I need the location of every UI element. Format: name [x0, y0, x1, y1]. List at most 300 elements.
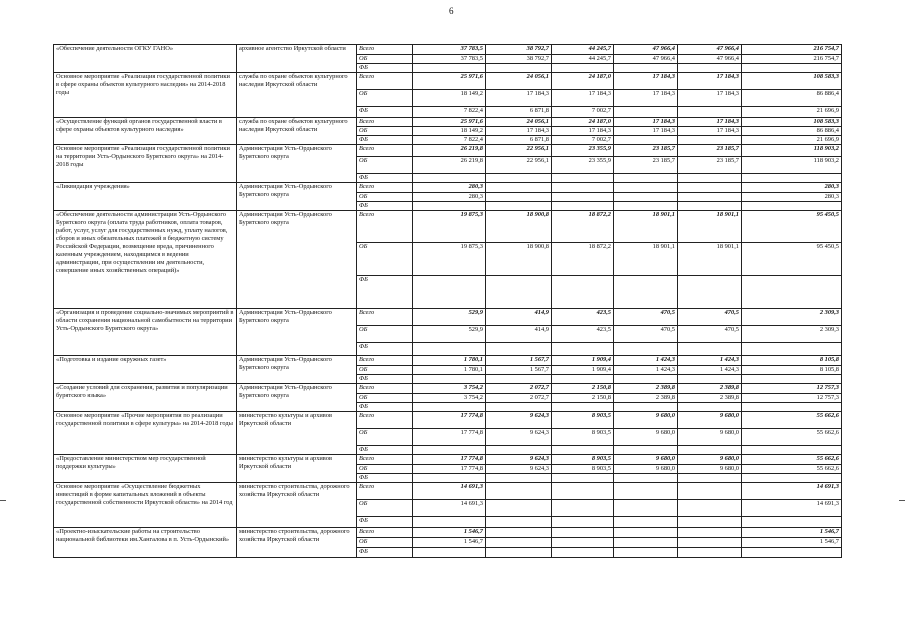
activity-name-cell: «Предоставление министерством мер государственной поддержки культуры»: [54, 455, 237, 483]
year-amount-cell: 1 567,7: [486, 366, 552, 375]
year-amount-cell: [486, 403, 552, 412]
total-amount-cell: 280,3: [742, 193, 842, 202]
year-amount-cell: 23 355,9: [552, 145, 614, 157]
table-row: [54, 309, 842, 326]
year-amount-cell: [678, 483, 742, 500]
funding-source-cell: Всего: [357, 73, 413, 90]
funding-source-cell: Всего: [357, 412, 413, 429]
year-amount-cell: [614, 538, 678, 548]
year-amount-cell: 1 546,7: [413, 528, 486, 538]
funding-source-cell: ОБ: [357, 90, 413, 107]
year-amount-cell: 9 680,0: [678, 412, 742, 429]
total-amount-cell: 12 757,3: [742, 394, 842, 403]
year-amount-cell: 17 184,3: [678, 90, 742, 107]
total-amount-cell: 2 309,3: [742, 326, 842, 343]
year-amount-cell: 47 966,4: [678, 55, 742, 64]
year-amount-cell: [678, 548, 742, 558]
year-amount-cell: 7 002,7: [552, 136, 614, 145]
total-amount-cell: 95 450,5: [742, 243, 842, 276]
activity-name-cell: Основное мероприятие «Реализация государственной политики в сфере охраны объектов культурного наследия» на 2014-2018 годы: [54, 73, 237, 118]
year-amount-cell: [614, 548, 678, 558]
year-amount-cell: 17 184,3: [486, 90, 552, 107]
year-amount-cell: [413, 64, 486, 73]
funding-source-cell: ОБ: [357, 193, 413, 202]
year-amount-cell: 18 901,1: [678, 243, 742, 276]
year-amount-cell: [413, 343, 486, 356]
funding-source-cell: Всего: [357, 356, 413, 366]
year-amount-cell: 18 900,8: [486, 243, 552, 276]
responsible-executor-cell: министерство культуры и архивов Иркутской области: [237, 412, 357, 455]
total-amount-cell: 118 903,2: [742, 157, 842, 174]
year-amount-cell: 25 971,6: [413, 73, 486, 90]
year-amount-cell: [614, 64, 678, 73]
year-amount-cell: [678, 136, 742, 145]
total-amount-cell: 8 105,8: [742, 356, 842, 366]
year-amount-cell: [552, 474, 614, 483]
funding-source-cell: ОБ: [357, 157, 413, 174]
year-amount-cell: [678, 107, 742, 118]
year-amount-cell: [486, 528, 552, 538]
year-amount-cell: [552, 343, 614, 356]
total-amount-cell: 216 754,7: [742, 45, 842, 55]
total-amount-cell: 108 583,3: [742, 73, 842, 90]
page-number: 6: [449, 6, 454, 16]
total-amount-cell: [742, 375, 842, 384]
year-amount-cell: [552, 183, 614, 193]
year-amount-cell: 23 355,9: [552, 157, 614, 174]
year-amount-cell: [678, 183, 742, 193]
table-row: [54, 145, 842, 157]
year-amount-cell: 44 245,7: [552, 55, 614, 64]
year-amount-cell: [678, 343, 742, 356]
year-amount-cell: 2 389,8: [614, 384, 678, 394]
funding-source-cell: ФБ: [357, 107, 413, 118]
year-amount-cell: 25 971,6: [413, 118, 486, 127]
year-amount-cell: 2 072,7: [486, 384, 552, 394]
year-amount-cell: [486, 548, 552, 558]
total-amount-cell: 86 886,4: [742, 90, 842, 107]
year-amount-cell: [413, 276, 486, 309]
funding-source-cell: ФБ: [357, 517, 413, 528]
activity-name-cell: Основное мероприятие «Реализация государственной политики на территории Усть-Ордынского Бурятского округа» на 2014-2018 годы: [54, 145, 237, 183]
year-amount-cell: [678, 500, 742, 517]
year-amount-cell: [678, 517, 742, 528]
funding-source-cell: ОБ: [357, 500, 413, 517]
total-amount-cell: 55 662,6: [742, 429, 842, 446]
year-amount-cell: 24 187,0: [552, 73, 614, 90]
year-amount-cell: [486, 193, 552, 202]
total-amount-cell: 2 309,3: [742, 309, 842, 326]
year-amount-cell: 7 002,7: [552, 107, 614, 118]
year-amount-cell: [614, 174, 678, 183]
table-row: [54, 118, 842, 127]
year-amount-cell: 18 872,2: [552, 211, 614, 243]
year-amount-cell: 423,5: [552, 309, 614, 326]
total-amount-cell: [742, 64, 842, 73]
year-amount-cell: [486, 375, 552, 384]
activity-name-cell: «Организация и проведение социально-значимых мероприятий в области сохранения национальной самобытности на территории Усть-Ордынского Бурятского округа»: [54, 309, 237, 356]
year-amount-cell: 23 185,7: [614, 145, 678, 157]
year-amount-cell: [614, 474, 678, 483]
year-amount-cell: 3 754,2: [413, 394, 486, 403]
year-amount-cell: [552, 483, 614, 500]
year-amount-cell: [678, 276, 742, 309]
responsible-executor-cell: министерство строительства, дорожного хозяйства Иркутской области: [237, 483, 357, 528]
year-amount-cell: 37 783,5: [413, 55, 486, 64]
year-amount-cell: 37 783,5: [413, 45, 486, 55]
year-amount-cell: [413, 548, 486, 558]
year-amount-cell: [614, 343, 678, 356]
year-amount-cell: 19 875,3: [413, 211, 486, 243]
year-amount-cell: 22 956,1: [486, 145, 552, 157]
year-amount-cell: 24 056,1: [486, 118, 552, 127]
year-amount-cell: [552, 548, 614, 558]
year-amount-cell: 18 149,2: [413, 127, 486, 136]
total-amount-cell: [742, 548, 842, 558]
year-amount-cell: [614, 107, 678, 118]
year-amount-cell: 1 567,7: [486, 356, 552, 366]
year-amount-cell: 38 792,7: [486, 55, 552, 64]
year-amount-cell: 24 056,1: [486, 73, 552, 90]
year-amount-cell: 1 424,3: [614, 356, 678, 366]
year-amount-cell: 17 184,3: [678, 118, 742, 127]
year-amount-cell: 44 245,7: [552, 45, 614, 55]
funding-source-cell: Всего: [357, 309, 413, 326]
year-amount-cell: 23 185,7: [678, 145, 742, 157]
year-amount-cell: [486, 343, 552, 356]
year-amount-cell: [614, 517, 678, 528]
year-amount-cell: 414,9: [486, 309, 552, 326]
activity-name-cell: Основное мероприятие «Прочие мероприятия по реализации государственной политики в сфере культуры» на 2014-2018 годы: [54, 412, 237, 455]
year-amount-cell: 17 184,3: [678, 73, 742, 90]
year-amount-cell: [552, 446, 614, 455]
year-amount-cell: [486, 446, 552, 455]
year-amount-cell: [486, 517, 552, 528]
year-amount-cell: 17 184,3: [614, 118, 678, 127]
year-amount-cell: [552, 375, 614, 384]
year-amount-cell: 1 909,4: [552, 366, 614, 375]
table-row: [54, 73, 842, 90]
total-amount-cell: 14 691,3: [742, 483, 842, 500]
total-amount-cell: 108 583,3: [742, 118, 842, 127]
year-amount-cell: [413, 446, 486, 455]
year-amount-cell: [678, 202, 742, 211]
year-amount-cell: [413, 474, 486, 483]
responsible-executor-cell: министерство культуры и архивов Иркутской области: [237, 455, 357, 483]
table-row: [54, 483, 842, 500]
year-amount-cell: 1 546,7: [413, 538, 486, 548]
year-amount-cell: 6 871,8: [486, 136, 552, 145]
year-amount-cell: 9 624,3: [486, 455, 552, 465]
funding-source-cell: ОБ: [357, 55, 413, 64]
year-amount-cell: 2 389,8: [678, 384, 742, 394]
responsible-executor-cell: архивное агентство Иркутской области: [237, 45, 357, 73]
year-amount-cell: 17 184,3: [552, 127, 614, 136]
year-amount-cell: 1 909,4: [552, 356, 614, 366]
total-amount-cell: 55 662,6: [742, 455, 842, 465]
responsible-executor-cell: Администрация Усть-Ордынского Бурятского округа: [237, 356, 357, 384]
year-amount-cell: 47 966,4: [614, 45, 678, 55]
year-amount-cell: 23 185,7: [678, 157, 742, 174]
funding-source-cell: ФБ: [357, 202, 413, 211]
year-amount-cell: 1 424,3: [678, 356, 742, 366]
year-amount-cell: 9 680,0: [678, 465, 742, 474]
year-amount-cell: 1 424,3: [678, 366, 742, 375]
year-amount-cell: 18 901,1: [678, 211, 742, 243]
budget-table: [53, 44, 842, 558]
responsible-executor-cell: министерство строительства, дорожного хозяйства Иркутской области: [237, 528, 357, 558]
year-amount-cell: 17 184,3: [486, 127, 552, 136]
table-row: [54, 211, 842, 243]
funding-source-cell: ОБ: [357, 538, 413, 548]
total-amount-cell: 21 696,9: [742, 107, 842, 118]
year-amount-cell: 17 774,8: [413, 412, 486, 429]
table-row: [54, 455, 842, 465]
year-amount-cell: [614, 183, 678, 193]
year-amount-cell: [413, 403, 486, 412]
year-amount-cell: [614, 202, 678, 211]
year-amount-cell: 18 901,1: [614, 243, 678, 276]
year-amount-cell: [614, 483, 678, 500]
responsible-executor-cell: Администрация Усть-Ордынского Бурятского округа: [237, 384, 357, 412]
funding-source-cell: Всего: [357, 183, 413, 193]
funding-source-cell: ФБ: [357, 403, 413, 412]
year-amount-cell: 6 871,8: [486, 107, 552, 118]
year-amount-cell: [614, 136, 678, 145]
scan-edge-mark: [899, 500, 905, 501]
activity-name-cell: Основное мероприятие «Осуществление бюджетных инвестиций в форме капитальных вложений в объекты государственной собственности Иркутской области» на 2014 год: [54, 483, 237, 528]
funding-source-cell: ФБ: [357, 343, 413, 356]
year-amount-cell: 9 680,0: [678, 429, 742, 446]
year-amount-cell: 17 774,8: [413, 465, 486, 474]
total-amount-cell: 14 691,3: [742, 500, 842, 517]
total-amount-cell: 118 903,2: [742, 145, 842, 157]
year-amount-cell: 7 822,4: [413, 136, 486, 145]
responsible-executor-cell: Администрация Усть-Ордынского Бурятского округа: [237, 211, 357, 309]
year-amount-cell: [614, 375, 678, 384]
year-amount-cell: 2 389,8: [614, 394, 678, 403]
year-amount-cell: [413, 375, 486, 384]
total-amount-cell: [742, 174, 842, 183]
year-amount-cell: 38 792,7: [486, 45, 552, 55]
total-amount-cell: 216 754,7: [742, 55, 842, 64]
year-amount-cell: 280,3: [413, 183, 486, 193]
funding-source-cell: Всего: [357, 384, 413, 394]
year-amount-cell: [678, 528, 742, 538]
year-amount-cell: [552, 500, 614, 517]
total-amount-cell: [742, 403, 842, 412]
year-amount-cell: 24 187,0: [552, 118, 614, 127]
year-amount-cell: 2 072,7: [486, 394, 552, 403]
table-row: [54, 384, 842, 394]
year-amount-cell: 9 624,3: [486, 465, 552, 474]
year-amount-cell: [678, 446, 742, 455]
funding-source-cell: Всего: [357, 528, 413, 538]
funding-source-cell: Всего: [357, 483, 413, 500]
year-amount-cell: [614, 528, 678, 538]
year-amount-cell: 17 774,8: [413, 429, 486, 446]
year-amount-cell: 529,9: [413, 326, 486, 343]
year-amount-cell: [552, 403, 614, 412]
funding-source-cell: ФБ: [357, 375, 413, 384]
funding-source-cell: Всего: [357, 45, 413, 55]
year-amount-cell: [614, 500, 678, 517]
year-amount-cell: [486, 174, 552, 183]
funding-source-cell: ОБ: [357, 127, 413, 136]
year-amount-cell: 8 903,5: [552, 455, 614, 465]
funding-source-cell: ОБ: [357, 394, 413, 403]
year-amount-cell: 47 966,4: [614, 55, 678, 64]
year-amount-cell: [486, 183, 552, 193]
year-amount-cell: 17 184,3: [614, 127, 678, 136]
year-amount-cell: 470,5: [678, 309, 742, 326]
year-amount-cell: 423,5: [552, 326, 614, 343]
year-amount-cell: [678, 375, 742, 384]
year-amount-cell: 470,5: [614, 309, 678, 326]
year-amount-cell: 8 903,5: [552, 465, 614, 474]
activity-name-cell: «Обеспечение деятельности ОГКУ ГАНО»: [54, 45, 237, 73]
total-amount-cell: 1 546,7: [742, 538, 842, 548]
responsible-executor-cell: Администрация Усть-Ордынского Бурятского округа: [237, 183, 357, 211]
year-amount-cell: [552, 64, 614, 73]
activity-name-cell: «Осуществление функций органов государственной власти в сфере охраны объектов культурного наследия»: [54, 118, 237, 145]
year-amount-cell: [552, 202, 614, 211]
total-amount-cell: [742, 202, 842, 211]
year-amount-cell: [552, 528, 614, 538]
total-amount-cell: 1 546,7: [742, 528, 842, 538]
year-amount-cell: [678, 174, 742, 183]
year-amount-cell: 18 900,8: [486, 211, 552, 243]
year-amount-cell: 17 184,3: [552, 90, 614, 107]
year-amount-cell: [486, 64, 552, 73]
year-amount-cell: 9 680,0: [614, 429, 678, 446]
year-amount-cell: 7 822,4: [413, 107, 486, 118]
year-amount-cell: 17 774,8: [413, 455, 486, 465]
funding-source-cell: ФБ: [357, 136, 413, 145]
funding-source-cell: ОБ: [357, 429, 413, 446]
funding-source-cell: ФБ: [357, 64, 413, 73]
table-row: [54, 183, 842, 193]
total-amount-cell: 86 886,4: [742, 127, 842, 136]
year-amount-cell: 9 680,0: [614, 412, 678, 429]
scan-edge-mark: [0, 500, 6, 501]
table-row: [54, 356, 842, 366]
total-amount-cell: 280,3: [742, 183, 842, 193]
year-amount-cell: [552, 276, 614, 309]
activity-name-cell: «Проектно-изыскательские работы на строительство национальной библиотеки им.Хангалова в п. Усть-Ордынский»: [54, 528, 237, 558]
year-amount-cell: [552, 193, 614, 202]
year-amount-cell: 2 150,8: [552, 394, 614, 403]
year-amount-cell: [678, 64, 742, 73]
year-amount-cell: 17 184,3: [614, 90, 678, 107]
year-amount-cell: 9 680,0: [678, 455, 742, 465]
year-amount-cell: 3 754,2: [413, 384, 486, 394]
year-amount-cell: 529,9: [413, 309, 486, 326]
total-amount-cell: 55 662,6: [742, 465, 842, 474]
funding-source-cell: ФБ: [357, 446, 413, 455]
activity-name-cell: «Обеспечение деятельности администрации Усть-Ордынского Бурятского округа (оплата труда работников, оплата товаров, работ, услуг, услуг для государственных нужд, уплату налогов, сборов и иных обязательных платежей в бюджетную систему Российской Федерации, возмещение вреда, причиненного казенным учреждением, находящимся в ведении администрации, при осуществлении им деятельности, совершение иных хозяйственных операций)»: [54, 211, 237, 309]
total-amount-cell: 55 662,6: [742, 412, 842, 429]
funding-source-cell: ФБ: [357, 174, 413, 183]
total-amount-cell: 12 757,3: [742, 384, 842, 394]
responsible-executor-cell: Администрация Усть-Ордынского Бурятского округа: [237, 145, 357, 183]
year-amount-cell: [614, 446, 678, 455]
year-amount-cell: 9 680,0: [614, 465, 678, 474]
year-amount-cell: 47 966,4: [678, 45, 742, 55]
year-amount-cell: 1 780,1: [413, 356, 486, 366]
year-amount-cell: 17 184,3: [678, 127, 742, 136]
year-amount-cell: [413, 517, 486, 528]
year-amount-cell: [678, 403, 742, 412]
year-amount-cell: 9 624,3: [486, 429, 552, 446]
total-amount-cell: [742, 276, 842, 309]
funding-source-cell: ОБ: [357, 243, 413, 276]
funding-source-cell: Всего: [357, 118, 413, 127]
total-amount-cell: [742, 517, 842, 528]
total-amount-cell: 8 105,8: [742, 366, 842, 375]
activity-name-cell: «Создание условий для сохранения, развития и популяризации бурятского языка»: [54, 384, 237, 412]
funding-source-cell: ФБ: [357, 276, 413, 309]
year-amount-cell: 1 424,3: [614, 366, 678, 375]
table-row: [54, 528, 842, 538]
year-amount-cell: 280,3: [413, 193, 486, 202]
year-amount-cell: 470,5: [614, 326, 678, 343]
year-amount-cell: 9 624,3: [486, 412, 552, 429]
year-amount-cell: 14 691,3: [413, 483, 486, 500]
total-amount-cell: [742, 446, 842, 455]
year-amount-cell: 8 903,5: [552, 429, 614, 446]
year-amount-cell: [678, 474, 742, 483]
year-amount-cell: 14 691,3: [413, 500, 486, 517]
year-amount-cell: [486, 483, 552, 500]
year-amount-cell: 18 901,1: [614, 211, 678, 243]
total-amount-cell: 95 450,5: [742, 211, 842, 243]
table-row: [54, 45, 842, 55]
year-amount-cell: 2 389,8: [678, 394, 742, 403]
year-amount-cell: [486, 202, 552, 211]
year-amount-cell: [678, 193, 742, 202]
year-amount-cell: 17 184,3: [614, 73, 678, 90]
responsible-executor-cell: Администрация Усть-Ордынского Бурятского округа: [237, 309, 357, 356]
funding-source-cell: ОБ: [357, 366, 413, 375]
table-row: [54, 412, 842, 429]
total-amount-cell: [742, 474, 842, 483]
year-amount-cell: 23 185,7: [614, 157, 678, 174]
year-amount-cell: 470,5: [678, 326, 742, 343]
year-amount-cell: [614, 403, 678, 412]
year-amount-cell: [552, 538, 614, 548]
year-amount-cell: [552, 517, 614, 528]
responsible-executor-cell: служба по охране объектов культурного наследия Иркутской области: [237, 73, 357, 118]
funding-source-cell: ОБ: [357, 465, 413, 474]
year-amount-cell: [614, 276, 678, 309]
year-amount-cell: [614, 193, 678, 202]
year-amount-cell: 19 875,3: [413, 243, 486, 276]
activity-name-cell: «Подготовка и издание окружных газет»: [54, 356, 237, 384]
funding-source-cell: ОБ: [357, 326, 413, 343]
year-amount-cell: 1 780,1: [413, 366, 486, 375]
year-amount-cell: [486, 276, 552, 309]
year-amount-cell: [486, 474, 552, 483]
year-amount-cell: 26 219,8: [413, 145, 486, 157]
year-amount-cell: 18 872,2: [552, 243, 614, 276]
year-amount-cell: [552, 174, 614, 183]
total-amount-cell: 21 696,9: [742, 136, 842, 145]
activity-name-cell: «Ликвидация учреждения»: [54, 183, 237, 211]
year-amount-cell: 22 956,1: [486, 157, 552, 174]
year-amount-cell: [413, 202, 486, 211]
year-amount-cell: 9 680,0: [614, 455, 678, 465]
